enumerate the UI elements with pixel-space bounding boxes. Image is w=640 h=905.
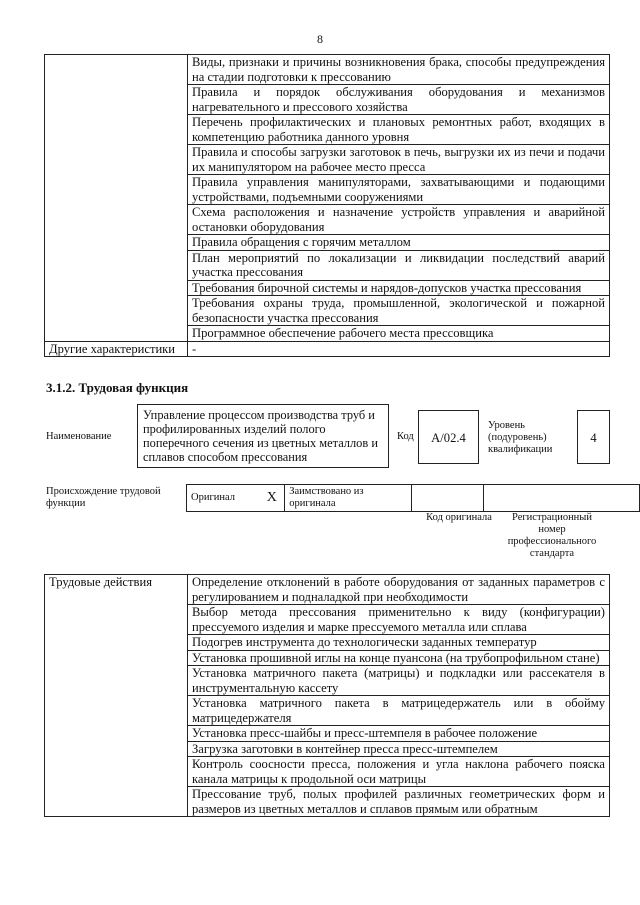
original-mark: X xyxy=(259,485,284,512)
table-row: Требования бирочной системы и нарядов-допусков участка прессования xyxy=(188,280,610,296)
table-row: Установка матричного пакета (матрицы) и подкладки или рассекателя в инструментальную кассету xyxy=(188,666,610,696)
reg-number-caption: Регистрационный номер профессионального стандарта xyxy=(507,512,597,559)
table-row: Правила и порядок обслуживания оборудования и механизмов нагревательного и прессового хозяйства xyxy=(188,85,610,115)
origin-table xyxy=(186,484,640,512)
table-row: Контроль соосности пресса, положения и угла наклона рабочего пояска канала матрицы к продольной оси матрицы xyxy=(188,757,610,787)
borrowed-label: Заимствовано из оригинала xyxy=(285,485,412,512)
table-row: Загрузка заготовки в контейнер пресса пресс-штемпелем xyxy=(188,741,610,757)
other-characteristics-value: - xyxy=(188,341,610,357)
table-row: Установка пресс-шайбы и пресс-штемпеля в рабочее положение xyxy=(188,726,610,742)
origin-label: Происхождение трудовой функции xyxy=(46,486,161,509)
table-row: Определение отклонений в работе оборудования от заданных параметров с регулированием и подналадкой при необходимости xyxy=(188,575,610,605)
page-number: 8 xyxy=(317,32,323,46)
name-label: Наименование xyxy=(46,431,112,442)
table-row: Виды, признаки и причины возникновения брака, способы предупреждения на стадии подготовки к прессованию xyxy=(188,55,610,85)
table-row: Программное обеспечение рабочего места прессовщика xyxy=(188,326,610,342)
table-row: Установка прошивной иглы на конце пуансона (на трубопрофильном стане) xyxy=(188,650,610,666)
code-value: А/02.4 xyxy=(431,431,466,445)
table-row: План мероприятий по локализации и ликвидации последствий аварий участка прессования xyxy=(188,250,610,280)
other-characteristics-label: Другие характеристики xyxy=(45,341,188,357)
table-row: Схема расположения и назначение устройств управления и аварийной остановки оборудования xyxy=(188,205,610,235)
section-title: 3.1.2. Трудовая функция xyxy=(46,380,189,395)
table-row: Требования охраны труда, промышленной, экологической и пожарной безопасности участка прессования xyxy=(188,296,610,326)
function-name-box xyxy=(137,404,389,468)
level-label: Уровень (подуровень) квалификации xyxy=(488,420,553,455)
labor-actions-label: Трудовые действия xyxy=(45,575,188,817)
code-original-caption: Код оригинала xyxy=(426,512,492,523)
level-value-box xyxy=(577,410,610,464)
empty-label-cell xyxy=(45,55,188,342)
labor-actions-table xyxy=(44,574,610,817)
table-row: Перечень профилактических и плановых ремонтных работ, входящих в компетенцию работника данного уровня xyxy=(188,115,610,145)
code-label: Код xyxy=(397,431,414,442)
table-row: Прессование труб, полых профилей различных геометрических форм и размеров из цветных металлов и сплавов прямым или обратным xyxy=(188,787,610,817)
knowledge-table xyxy=(44,54,610,357)
table-row: Установка матричного пакета в матрицедержатель или в обойму матрицедержателя xyxy=(188,696,610,726)
table-row: Выбор метода прессования применительно к виду (конфигурации) прессуемого изделия и марке прессуемого металла или сплава xyxy=(188,605,610,635)
table-row: Правила управления манипуляторами, захватывающими и подающими устройствами, подъемными сооружениями xyxy=(188,175,610,205)
table-row: Подогрев инструмента до технологически заданных температур xyxy=(188,635,610,651)
table-row: Правила обращения с горячим металлом xyxy=(188,235,610,251)
code-original-cell xyxy=(412,485,484,512)
table-row: Правила и способы загрузки заготовок в печь, выгрузки их из печи и подачи их манипулятором на рабочее место пресса xyxy=(188,145,610,175)
function-name-value: Управление процессом производства труб и профилированных изделий полого поперечного сечения из цветных металлов и сплавов способом прессования xyxy=(143,408,378,464)
reg-number-cell xyxy=(484,485,640,512)
code-value-box xyxy=(418,410,479,464)
level-value: 4 xyxy=(590,431,597,445)
original-label: Оригинал xyxy=(187,485,260,512)
